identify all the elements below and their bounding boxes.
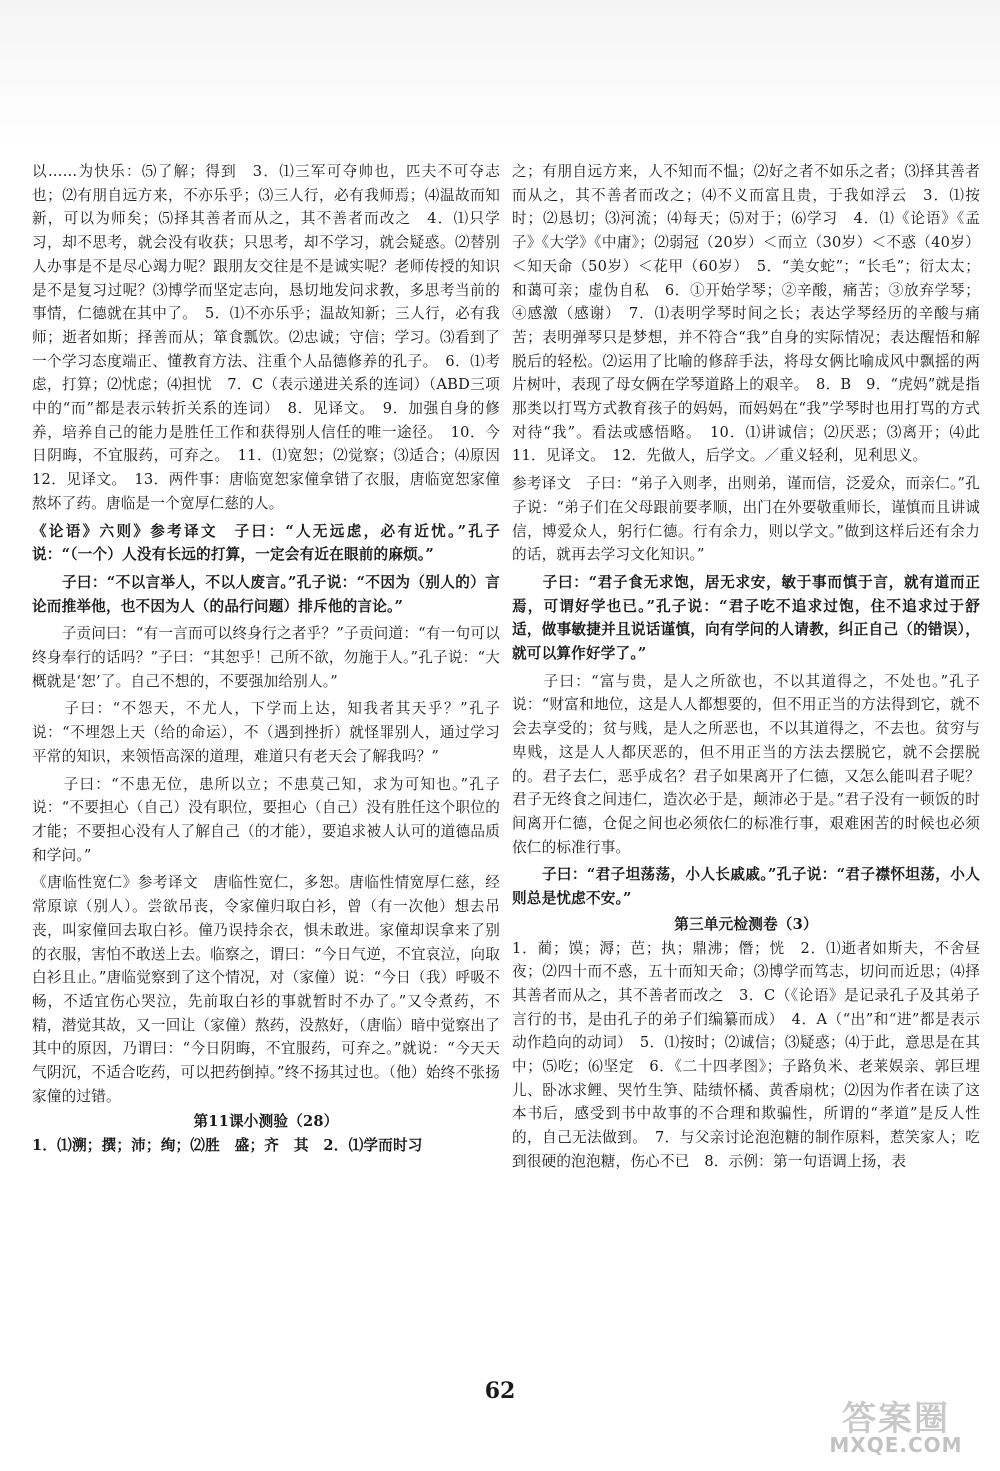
paragraph: 子曰：“不怨天，不尤人，下学而上达，知我者其天乎？”孔子说：“不埋怨上天（给的命运），不（遇到挫折）就怪罪别人，通过学习平常的知识，来领悟高深的道理，难道只有老天会了解我吗？”: [32, 700, 500, 765]
paragraph: 子曰：“不患无位，患所以立；不患莫己知，求为可知也。”孔子说：“不要担心（自己）没有职位，要担心（自己）没有胜任这个职位的才能；不要担心没有人了解自己（的才能），要追求被人认可的道德品质和学问。”: [32, 775, 500, 864]
paragraph: 之；有朋自远方来，人不知而不愠；⑵好之者不如乐之者；⑶择其善者而从之，其不善者而改之；⑷不义而富且贵，于我如浮云 3．⑴按时；⑵恳切；⑶河流；⑷每天；⑸对于；⑹学习 4．⑴《论语》《孟子》《大学》《中庸》；⑵弱冠（20岁）＜而立（30岁）＜不惑（40岁）＜知天命（50岁）＜花甲（60岁） 5．“美女蛇”；“长毛”；衍太太；和蔼可亲；虚伪自私 6．①开始学琴；②辛酸，痛苦；③放弃学琴；④感激（感谢） 7．⑴表明学琴时间之长；表达学琴经历的辛酸与痛苦；表明弹琴只是梦想，并不符合“我”自身的实际情况；表达醒悟和解脱后的轻松。⑵运用了比喻的修辞手法，将母女俩比喻成风中飘摇的两片树叶，表现了母女俩在学琴道路上的艰辛。 8．B 9．“虎妈”就是指那类以打骂方式教育孩子的妈妈，而妈妈在“我”学琴时也用打骂的方式对待“我”。看法或感悟略。 10．⑴讲诚信；⑵厌恶；⑶离开；⑷此 11．见译文。 12．先做人，后学文。／重义轻利，见利思义。: [512, 163, 995, 465]
paragraph: 子曰：“君子坦荡荡，小人长戚戚。”孔子说：“君子襟怀坦荡，小人则总是忧虑不安。”: [512, 866, 980, 908]
paragraph: 参考译文 子曰：“弟子入则孝，出则弟，谨而信，泛爱众，而亲仁。”孔子说：“弟子们在父母跟前要孝顺，出门在外要敬重师长，谨慎而且讲诚信，博爱众人，躬行仁德。行有余力，则以学文。”做到这样后还有余力的话，就再去学习文化知识。”: [512, 475, 980, 564]
paragraph: 子贡问曰：“有一言而可以终身行之者乎？”子贡问道：“有一句可以终身奉行的话吗？”子曰：“其恕乎！己所不欲，勿施于人。”孔子说：“大概就是‘恕’了。自己不想的，不要强加给别人。”: [32, 625, 500, 690]
paragraph: 子曰：“不以言举人，不以人废言。”孔子说：“不因为（别人的）言论而推举他，也不因为人（的品行问题）排斥他的言论。”: [32, 573, 500, 615]
paragraph: 以……为快乐：⑸了解；得到 3．⑴三军可夺帅也，匹夫不可夺志也；⑵有朋自远方来，不亦乐乎；⑶三人行，必有我师焉；⑷温故而知新，可以为师矣；⑸择其善者而从之，其不善者而改之 4．⑴只学习，却不思考，就会没有收获；只思考，却不学习，就会疑惑。⑵替别人办事是不是尽心竭力呢？跟朋友交往是不是诚实呢？老师传授的知识是不是复习过呢？⑶博学而坚定志向，恳切地发问求教，多思考当前的事情，仁德就在其中了。 5．⑴不亦乐乎；温故知新；三人行，必有我师；逝者如斯；择善而从；箪食瓢饮。⑵忠诚；守信；学习。⑶看到了一个学习态度端正、懂教育方法、注重个人品德修养的孔子。 6．⑴考虑，打算；⑵忧虑；⑷担忧 7．C（表示递进关系的连词）（ABD三项中的“而”都是表示转折关系的连词） 8．见译文。 9．加强自身的修养，培养自己的能力是胜任工作和获得别人信任的唯一途径。 10．今日阴晦，不宜服药，可弃之。 11．⑴宽恕；⑵觉察；⑶适合；⑷原因 12．见译文。 13．两件事：唐临宽恕家僮拿错了衣服，唐临宽恕家僮熬坏了药。唐临是一个宽厚仁慈的人。: [32, 163, 515, 512]
paragraph: 第三单元检测卷（3）: [674, 915, 818, 933]
watermark: [806, 1391, 986, 1461]
paragraph: 第11课小测验（28）: [193, 1113, 339, 1131]
paragraph: 子曰：“富与贵，是人之所欲也，不以其道得之，不处也。”孔子说：“财富和地位，这是人人都想要的，但不用正当的方法得到它，就不会去享受的；贫与贱，是人之所恶也，不以其道得之，不去也。贫穷与卑贱，这是人人都厌恶的，但不用正当的方法去摆脱它，就不会摆脱的。君子去仁，恶乎成名？君子如果离开了仁德，又怎么能叫君子呢？君子无终食之间违仁，造次必于是，颠沛必于是。”君子没有一顿饭的时间离开仁德，仓促之间也必须依仁的标准行事，艰难困苦的时候也必须依仁的标准行事。: [512, 672, 980, 856]
page-number: 62: [484, 1378, 516, 1404]
paragraph: 1．蔺；馍；溽；芭；执；鼎沸；僭；恍 2．⑴逝者如斯夫，不舍昼夜；⑵四十而不惑，五十而知天命；⑶博学而笃志，切问而近思；⑷择其善者而从之，其不善者而改之 3．C（《论语》是记录孔子及其弟子言行的书，是由孔子的弟子们编纂而成） 4．A（“出”和“进”都是表示动作趋向的动词） 5．⑴按时；⑵诚信；⑶疑惑；⑷于此，意思是在其中；⑸吃；⑹坚定 6．《二十四孝图》；子路负米、老莱娱亲、郭巨埋儿、卧冰求鲤、哭竹生笋、陆绩怀橘、黄香扇枕；⑵因为作者在读了这本书后，感受到书中故事的不合理和欺骗性，所谓的“孝道”是反人性的，自己无法做到。 7．与父亲讨论泡泡糖的制作原料，惹笑家人；吃到很硬的泡泡糖，伤心不已 8．示例：第一句语调上扬，表: [512, 939, 980, 1170]
left-column: [32, 160, 515, 1158]
watermark-site: MXQE.COM: [829, 1433, 963, 1457]
paragraph: 《论语》六则》参考译文 子曰：“人无远虑，必有近忧。”孔子说：“（一个）人没有长远的打算，一定会有近在眼前的麻烦。”: [32, 522, 500, 564]
right-column: [512, 160, 995, 1174]
paragraph: 1．⑴溯；撰；沛；绚；⑵胜 盛；齐 其 2．⑴学而时习: [32, 1137, 423, 1155]
watermark-logo: 答案圈: [842, 1399, 950, 1439]
scan-header-band: [0, 0, 1000, 150]
paragraph: 《唐临性宽仁》参考译文 唐临性宽仁，多恕。唐临性情宽厚仁慈，经常原谅（别人）。尝欲吊丧，令家僮归取白衫，曾（有一次他）想去吊丧，叫家僮回去取白衫。僮乃误持余衣，惧未敢进。家僮却误拿来了别的衣服，害怕不敢送上去。临察之，谓曰：“今日气逆，不宜哀泣，向取白衫且止。”唐临觉察到了这个情况，对（家僮）说：“今日（我）呼吸不畅，不适宜伤心哭泣，先前取白衫的事就暂时不办了。”又令煮药，不精，潜觉其故，又一回让（家僮）熬药，没熬好，（唐临）暗中觉察出了其中的原因，乃谓曰：“今日阴晦，不宜服药，可弃之。”就说：“今天天气阴沉，不适合吃药，可以把药倒掉。”终不扬其过也。（他）始终不张扬家僮的过错。: [32, 874, 500, 1105]
paragraph: 子曰：“君子食无求饱，居无求安，敏于事而慎于言，就有道而正焉，可谓好学也已。”孔子说：“君子吃不追求过饱，住不追求过于舒适，做事敏捷并且说话谨慎，向有学问的人请教，纠正自己（的错误），就可以算作好学了。”: [512, 573, 980, 663]
